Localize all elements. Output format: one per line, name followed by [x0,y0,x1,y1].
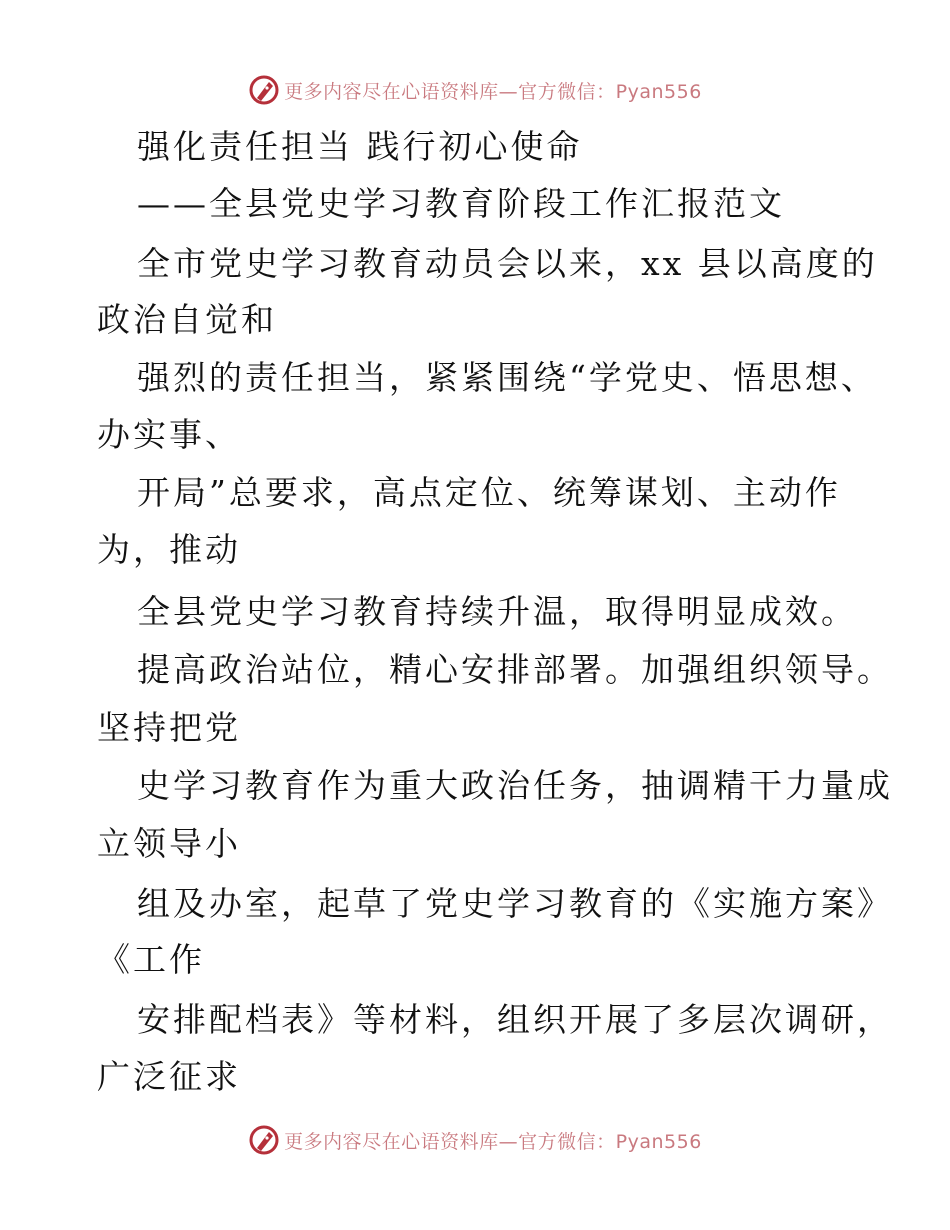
paragraph-line: 全市党史学习教育动员会以来，xx 县以高度的 [137,244,878,283]
watermark-text: 更多内容尽在心语资料库—官方微信：Pyan556 [284,80,702,103]
paragraph-line: 办实事、 [97,415,241,454]
paragraph-line: 强烈的责任担当，紧紧围绕“学党史、悟思想、 [137,358,877,397]
watermark-text: 更多内容尽在心语资料库—官方微信：Pyan556 [284,1130,702,1153]
document-title: 强化责任担当 践行初心使命 [137,127,583,166]
paragraph-line: 《工作 [97,940,205,979]
paragraph-line: 开局”总要求，高点定位、统筹谋划、主动作 [137,473,841,512]
document-subtitle: ——全县党史学习教育阶段工作汇报范文 [137,184,785,223]
paragraph-line: 坚持把党 [97,708,241,747]
paragraph-line: 提高政治站位，精心安排部署。加强组织领导。 [137,650,893,689]
paragraph-line: 组及办室，起草了党史学习教育的《实施方案》 [137,884,893,923]
paragraph-line: 立领导小 [97,824,241,863]
paragraph-line: 政治自觉和 [97,300,277,339]
paragraph-line: 广泛征求 [97,1057,241,1096]
paragraph-line: 全县党史学习教育持续升温，取得明显成效。 [137,592,857,631]
paragraph-line: 为，推动 [97,530,241,569]
pen-nib-circle-icon [248,1124,280,1156]
paragraph-line: 安排配档表》等材料，组织开展了多层次调研， [137,1000,893,1039]
paragraph-line: 史学习教育作为重大政治任务，抽调精干力量成 [137,766,893,805]
pen-nib-circle-icon [248,74,280,106]
header-watermark [0,70,950,110]
footer-watermark [0,1120,950,1160]
